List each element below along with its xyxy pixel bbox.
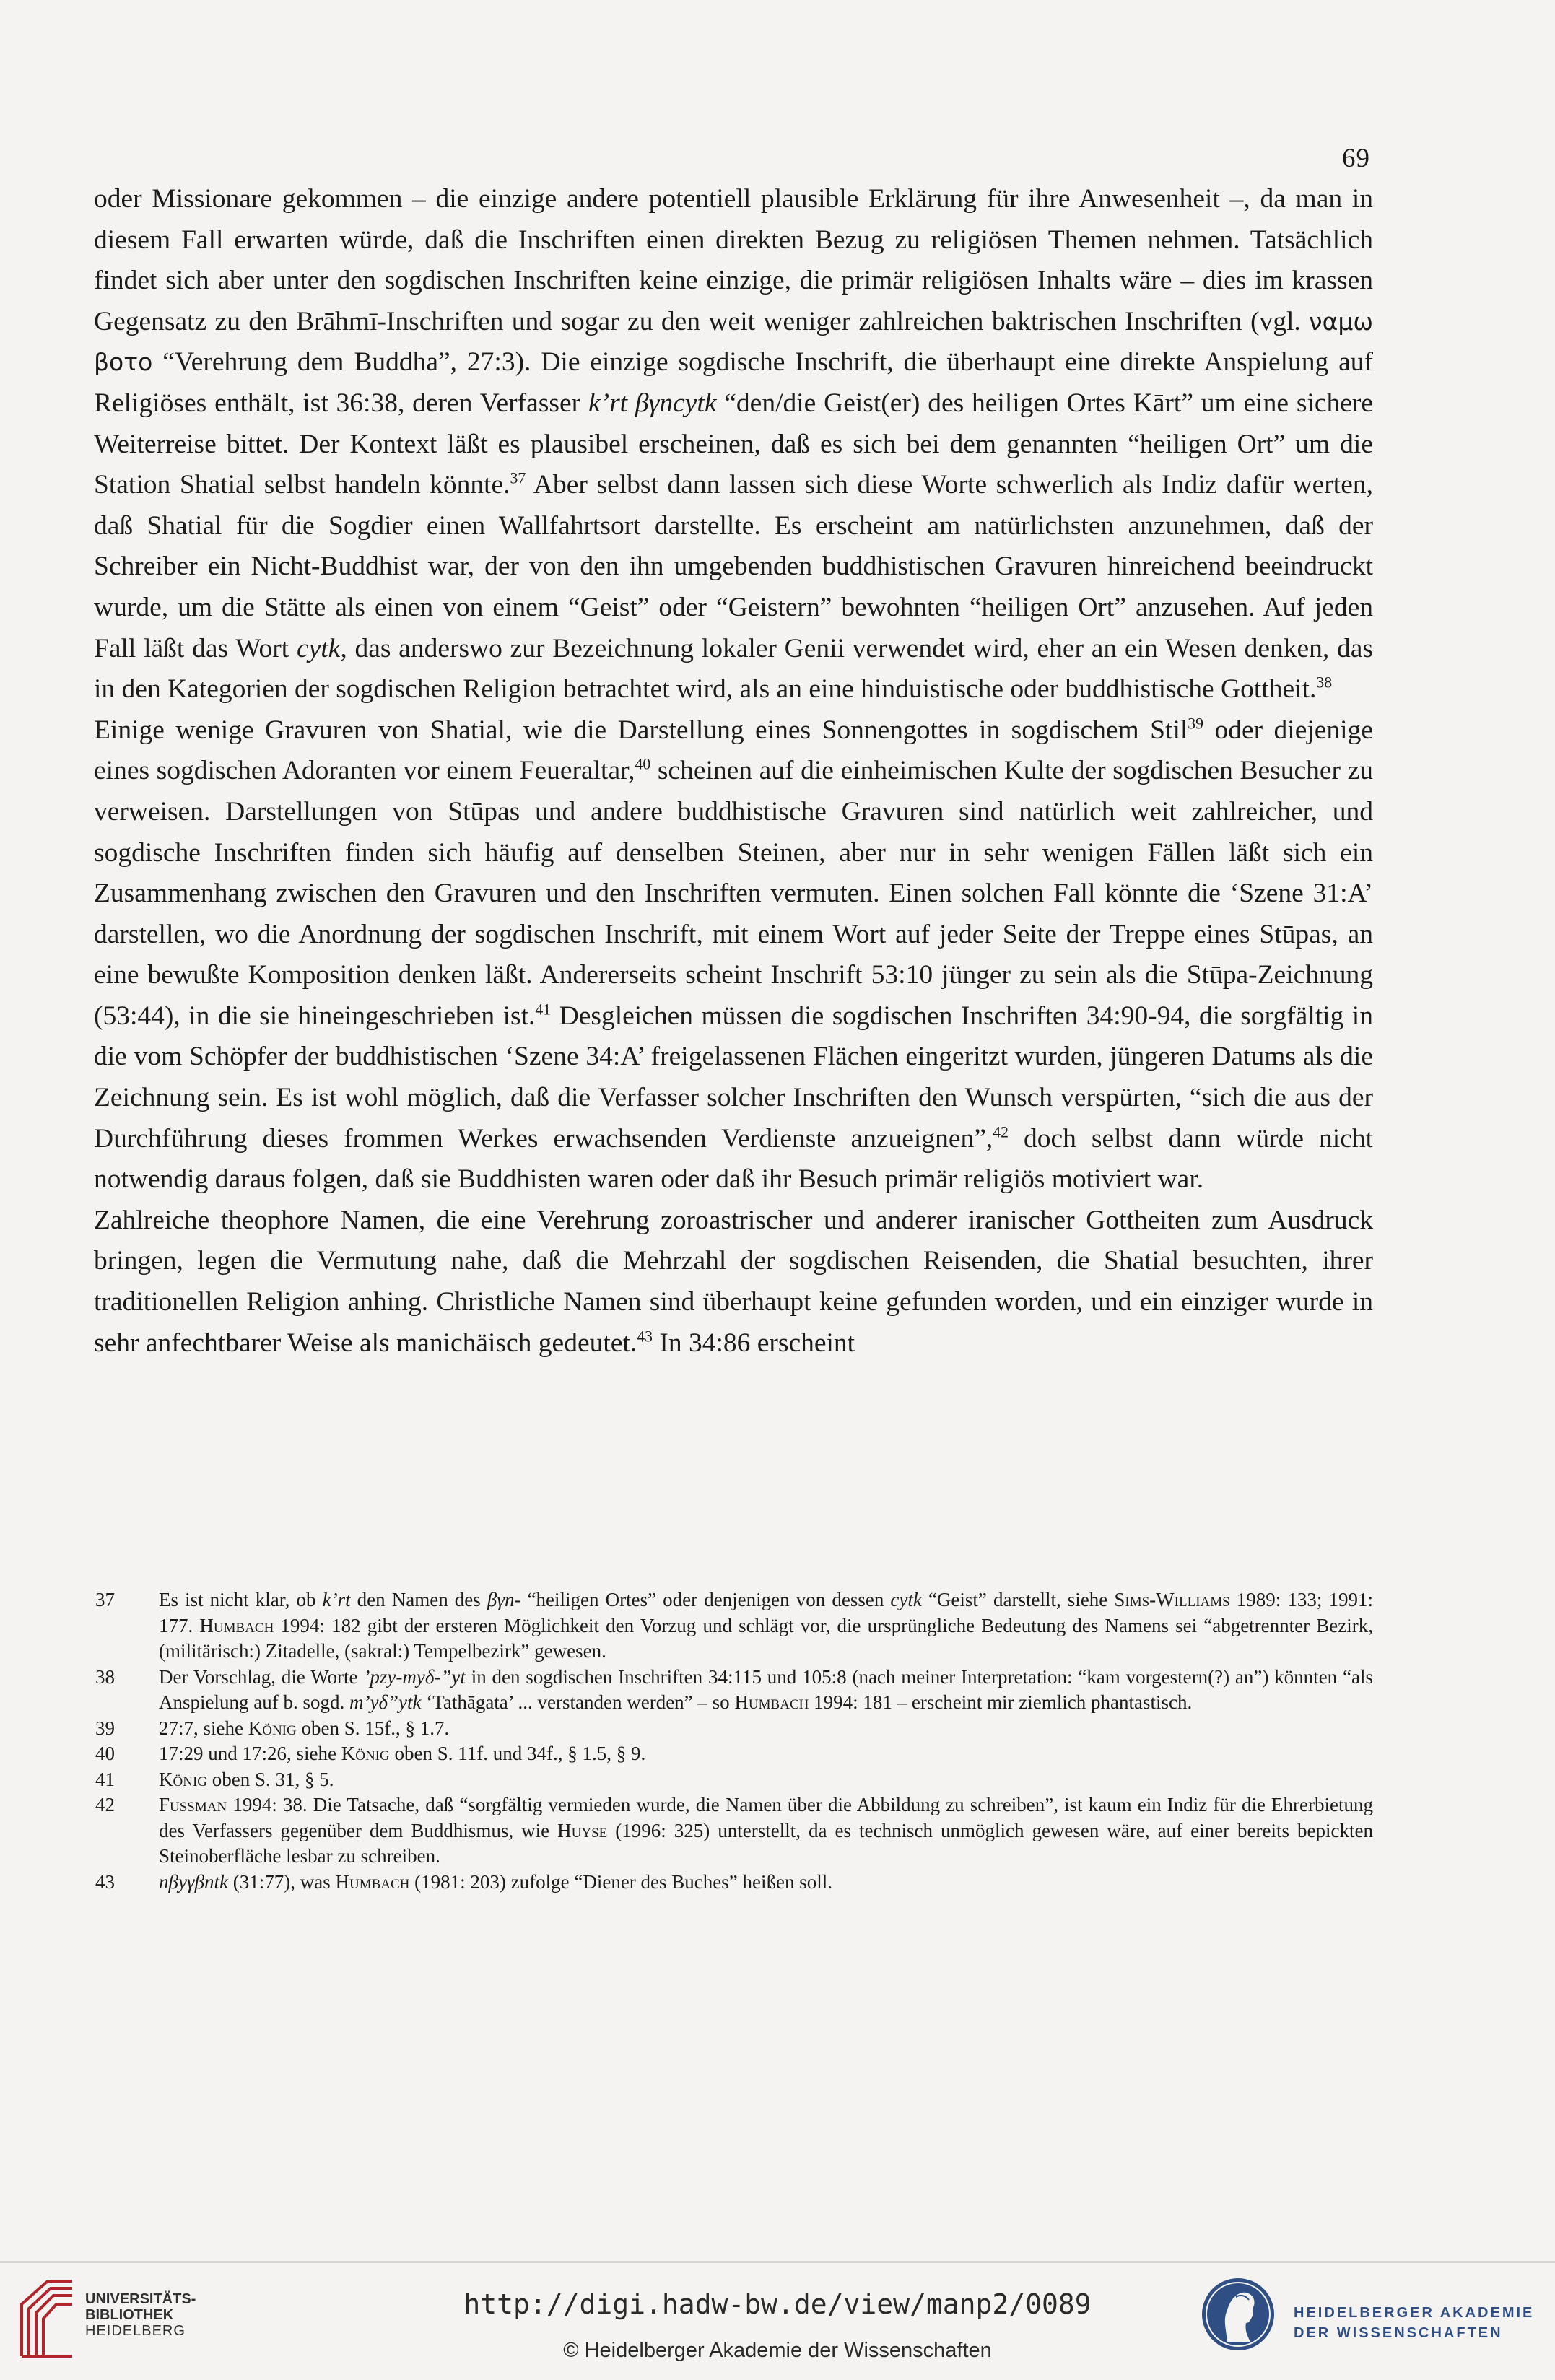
footnote-text: Fussman 1994: 38. Die Tatsache, daß “sorgfältig vermieden wurde, die Namen über die Abbildung zu schreiben”, ist kaum ein Indiz für die Ehrerbietung des Verfassers gegenüber dem Buddhismus, wie Huyse (1996: 325) unterstellt, da es technisch unmöglich gewesen wäre, auf einer bereits bepickten Steinoberfläche lesbar zu schreiben. bbox=[159, 1794, 1373, 1867]
footnote-ref-37[interactable]: 37 bbox=[510, 469, 526, 487]
footnote-number: 37 bbox=[95, 1589, 115, 1610]
paragraph-3 bbox=[94, 1200, 1373, 1364]
footnote-text: nβyγβntk (31:77), was Humbach (1981: 203) zufolge “Diener des Buches” heißen soll. bbox=[159, 1870, 832, 1893]
paragraph-2 bbox=[94, 710, 1373, 1200]
sogdian-term: k’rt βγncytk bbox=[588, 388, 717, 418]
footnote-39 bbox=[94, 1716, 1373, 1742]
footnote-41 bbox=[94, 1767, 1373, 1793]
footnote-ref-43[interactable]: 43 bbox=[637, 1328, 653, 1346]
paragraph-1 bbox=[94, 179, 1373, 710]
footnote-43 bbox=[94, 1870, 1373, 1896]
library-name-line: BIBLIOTHEK bbox=[85, 2307, 174, 2323]
footnote-ref-41[interactable]: 41 bbox=[535, 1001, 552, 1019]
footnotes bbox=[94, 1587, 1373, 1895]
footnote-38 bbox=[94, 1665, 1373, 1716]
academy-seal-icon[interactable] bbox=[1198, 2270, 1278, 2363]
footnote-text: 17:29 und 17:26, siehe König oben S. 11f. und 34f., § 1.5, § 9. bbox=[159, 1743, 646, 1764]
footnote-text: Der Vorschlag, die Worte ’pzy-myδ-”yt in den sogdischen Inschriften 34:115 und 105:8 (nach meiner Interpretation: “kam vorgestern(?) an”) könnten “als Anspielung auf b. sogd. m’yδ”ytk ‘Tathāgata’ ... verstanden werden” – so Humbach 1994: 181 – erscheint mir ziemlich phantastisch. bbox=[159, 1665, 1373, 1713]
footnote-number: 39 bbox=[95, 1717, 115, 1739]
text-run: Aber selbst dann lassen sich diese Worte schwerlich als Indiz dafür werten, daß Shatial für die Sogdier einen Wallfahrtsort darstellte. Es erscheint am natürlichsten anzunehmen, daß der Schreiber ein Nicht-Buddhist war, der von den ihn umgebenden buddhistischen Gravuren hinreichend beeindruckt wurde, um die Stätte als einen von einem “Geist” oder “Geistern” bewohnten “heiligen Ort” anzusehen. Auf jeden Fall läßt das Wort bbox=[94, 470, 1373, 663]
footnote-number: 43 bbox=[95, 1870, 115, 1893]
sogdian-term: cytk bbox=[296, 633, 341, 663]
footnote-ref-39[interactable]: 39 bbox=[1188, 715, 1204, 733]
text-run: , das anderswo zur Bezeichnung lokaler Genii verwendet wird, eher an ein Wesen denken, das in den Kategorien der sogdischen Religion betrachtet wird, als an eine hinduistische oder buddhistische Gottheit. bbox=[94, 633, 1373, 705]
library-name-line: UNIVERSITÄTS- bbox=[85, 2291, 196, 2307]
greek-phrase: ναμω βοτο bbox=[94, 307, 1373, 377]
permalink-url[interactable]: http://digi.hadw-bw.de/view/manp2/0089 bbox=[463, 2288, 1092, 2320]
text-run: “den/die Geist(er) des heiligen Ortes Kārt” um eine sichere Weiterreise bittet. Der Kontext läßt es plausibel erscheinen, daß es sich bei dem genannten “heiligen Ort” um die Station Shatial selbst handeln könnte. bbox=[94, 388, 1373, 500]
footer-divider bbox=[0, 2261, 1555, 2263]
footnote-ref-38[interactable]: 38 bbox=[1316, 674, 1333, 692]
text-run: Einige wenige Gravuren von Shatial, wie die Darstellung eines Sonnengottes in sogdischem Stil bbox=[94, 715, 1188, 745]
footnote-number: 42 bbox=[95, 1794, 115, 1815]
footnote-ref-40[interactable]: 40 bbox=[635, 755, 651, 773]
text-run: “Verehrung dem Buddha”, 27:3). Die einzige sogdische Inschrift, die überhaupt eine direkte Anspielung auf Religiöses enthält, ist 36:38, deren Verfasser bbox=[94, 347, 1373, 418]
footnote-number: 38 bbox=[95, 1665, 115, 1688]
academy-name bbox=[1294, 2303, 1534, 2343]
main-text bbox=[94, 179, 1373, 1364]
academy-name-line: DER WISSENSCHAFTEN bbox=[1294, 2325, 1503, 2341]
footnote-42 bbox=[94, 1792, 1373, 1870]
footnote-ref-42[interactable]: 42 bbox=[993, 1123, 1009, 1141]
text-run: In 34:86 erscheint bbox=[652, 1328, 855, 1358]
copyright-notice: © Heidelberger Akademie der Wissenschaften bbox=[563, 2339, 992, 2362]
footnote-text: 27:7, siehe König oben S. 15f., § 1.7. bbox=[159, 1717, 450, 1739]
footnote-number: 40 bbox=[95, 1743, 115, 1764]
text-run: Zahlreiche theophore Namen, die eine Verehrung zoroastrischer und anderer iranischer Gottheiten zum Ausdruck bringen, legen die Vermutung nahe, daß die Mehrzahl der sogdischen Reisenden, die Shatial besuchten, ihrer traditionellen Religion anhing. Christliche Namen sind überhaupt keine gefunden worden, und ein einziger wurde in sehr anfechtbarer Weise als manichäisch gedeutet. bbox=[94, 1205, 1373, 1358]
library-city: HEIDELBERG bbox=[85, 2323, 186, 2339]
footer-bar bbox=[0, 2261, 1555, 2380]
footnote-37 bbox=[94, 1587, 1373, 1665]
footnote-number: 41 bbox=[95, 1768, 115, 1790]
footnote-text: König oben S. 31, § 5. bbox=[159, 1768, 334, 1790]
text-run: oder diejenige eines sogdischen Adoranten vor einem Feueraltar, bbox=[94, 715, 1373, 786]
academy-name-line: HEIDELBERGER AKADEMIE bbox=[1294, 2305, 1535, 2321]
page-number: 69 bbox=[1342, 144, 1370, 173]
text-run: oder Missionare gekommen – die einzige andere potentiell plausible Erklärung für ihre Anwesenheit –, da man in diesem Fall erwarten würde, daß die Inschriften einen direkten Bezug zu religiösen Themen nehmen. Tatsächlich findet sich aber unter den sogdischen Inschriften keine einzige, die primär religiösen Inhalts wäre – dies im krassen Gegensatz zu den Brāhmī-Inschriften und sogar zu den weit weniger zahlreichen baktrischen Inschriften (vgl. bbox=[94, 184, 1373, 336]
text-run: scheinen auf die einheimischen Kulte der sogdischen Besucher zu verweisen. Darstellungen von Stūpas und andere buddhistische Gravuren sind natürlich weit zahlreicher, und sogdische Inschriften finden sich häufig auf denselben Steinen, aber nur in sehr wenigen Fällen läßt sich ein Zusammenhang zwischen den Gravuren und den Inschriften vermuten. Einen solchen Fall könnte die ‘Szene 31:A’ darstellen, wo die Anordnung der sogdischen Inschrift, mit einem Wort auf jeder Seite der Treppe eines Stūpas, an eine bewußte Komposition denken läßt. Andererseits scheint Inschrift 53:10 jünger zu sein als die Stūpa-Zeichnung (53:44), in die sie hineingeschrieben ist. bbox=[94, 756, 1373, 1031]
text-run: Desgleichen müssen die sogdischen Inschriften 34:90-94, die sorgfältig in die vom Schöpfer der buddhistischen ‘Szene 34:A’ freigelassenen Flächen eingeritzt wurden, jüngeren Datums als die Zeichnung sein. Es ist wohl möglich, daß die Verfasser solcher Inschriften den Wunsch verspürten, “sich die aus der Durchführung dieses frommen Werkes erwachsenden Verdienste anzueignen”, bbox=[94, 1001, 1373, 1154]
footnote-40 bbox=[94, 1741, 1373, 1767]
text-run: doch selbst dann würde nicht notwendig daraus folgen, daß sie Buddhisten waren oder daß ihr Besuch primär religiös motiviert war. bbox=[94, 1123, 1374, 1195]
footnote-text: Es ist nicht klar, ob k’rt den Namen des βγn- “heiligen Ortes” oder denjenigen von dessen cytk “Geist” darstellt, siehe Sims-Williams 1989: 133; 1991: 177. Humbach 1994: 182 gibt der ersteren Möglichkeit den Vorzug und schlägt vor, die ursprüngliche Bedeutung des Namens sei “abgetrennter Bezirk, (militärisch:) Zitadelle, (sakral:) Tempelbezirk” gewesen. bbox=[159, 1589, 1373, 1662]
